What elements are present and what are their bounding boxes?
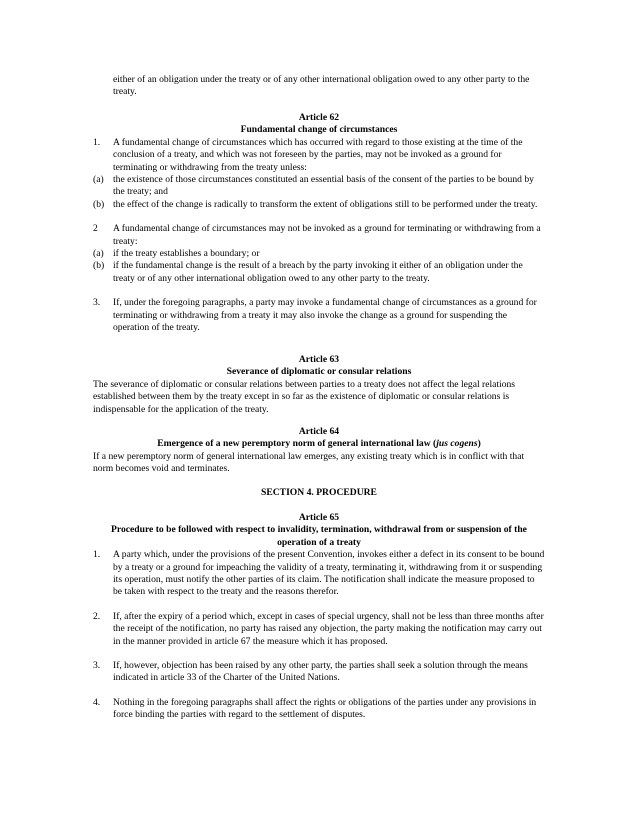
article-62-para-3 (93, 297, 545, 334)
para-text: if the fundamental change is the result of a breach by the party invoking it either of an obligation under the treaty or of any other international obligation owed to any other party to the treaty. (113, 260, 523, 284)
article-65-para-1 (93, 549, 545, 599)
article-64-text: If a new peremptory norm of general international law emerges, any existing treaty which is in conflict with that norm becomes void and terminates. (93, 450, 525, 475)
section-heading: SECTION 4. PROCEDURE (261, 487, 377, 498)
article-62-para-1a (93, 174, 545, 199)
para-number: 1. (93, 549, 101, 561)
article-65-para-3 (93, 660, 545, 685)
para-text: If, under the foregoing paragraphs, a party may invoke a fundamental change of circumstances as a ground for terminating or withdrawing from a treaty it may also invoke the change as a ground for suspending the operation of the treaty. (113, 297, 537, 334)
para-text: the existence of those circumstances constituted an essential basis of the consent of the parties to be bound by the treaty; and (113, 174, 534, 198)
section-4 (93, 487, 545, 499)
para-number: 4. (93, 696, 101, 708)
para-number: (a) (93, 174, 104, 186)
article-65-para-4 (93, 697, 545, 722)
article-63 (93, 354, 545, 416)
heading-italic-part: jus cogens (436, 438, 478, 450)
para-number: (b) (93, 260, 105, 272)
article-64 (93, 426, 545, 476)
para-number: 2 (93, 223, 98, 235)
para-text: the effect of the change is radically to transform the extent of obligations still to be performed under the treaty. (113, 198, 538, 210)
article-62-para-1 (93, 137, 545, 174)
para-text: A fundamental change of circumstances may not be invoked as a ground for terminating or withdrawing from a treaty: (113, 223, 541, 247)
article-64-heading (93, 438, 545, 450)
article-65-heading: Procedure to be followed with respect to invalidity, termination, withdrawal from or suspension of the operation of a treaty (111, 524, 527, 548)
article-63-heading: Severance of diplomatic or consular relations (226, 366, 412, 378)
para-text: A party which, under the provisions of the present Convention, invokes either a defect in its consent to be bound by a treaty or a ground for impeaching the validity of a treaty, terminating it, withdrawing from it or suspending its operation, must notify the other parties of its claim. The notification shall indicate the measure proposed to be taken with respect to the treaty and the reasons therefor. (113, 549, 545, 598)
para-number: (b) (93, 198, 105, 210)
para-text: Nothing in the foregoing paragraphs shall affect the rights or obligations of the parties under any provisions in force binding the parties with regard to the settlement of disputes. (113, 696, 537, 721)
heading-part: ) (477, 438, 481, 450)
article-65-para-2 (93, 611, 545, 648)
para-text: A fundamental change of circumstances which has occurred with regard to those existing at the time of the conclusion of a treaty, and which was not foreseen by the parties, may not be invoked as a ground for terminating or withdrawing from the treaty unless: (113, 136, 523, 173)
article-63-text: The severance of diplomatic or consular relations between parties to a treaty does not affect the legal relations established between them by the treaty except in so far as the existence of diplomatic or consular relations is indispensable for the application of the treaty. (93, 378, 516, 415)
para-text: if the treaty establishes a boundary; or (113, 248, 260, 260)
article-62-para-1b (93, 199, 545, 211)
article-65-title: Article 65 (298, 512, 340, 523)
article-62-para-2a (93, 248, 545, 260)
para-number: 3. (93, 297, 101, 309)
heading-part: Emergence of a new peremptory norm of general international law ( (157, 438, 437, 450)
article-62-para-2b (93, 260, 545, 285)
article-62-title: Article 62 (298, 112, 340, 123)
continuation-text: either of an obligation under the treaty or of any other international obligation owed to any other party to the treaty. (113, 74, 530, 98)
article-62-heading: Fundamental change of circumstances (240, 124, 398, 136)
para-number: 3. (93, 660, 101, 672)
para-number: 2. (93, 610, 101, 622)
para-number: 1. (93, 136, 101, 148)
para-text: If, however, objection has been raised by any other party, the parties shall seek a solution through the means indicated in article 33 of the Charter of the United Nations. (113, 660, 528, 684)
article-62-para-2 (93, 223, 545, 248)
article-63-title: Article 63 (298, 354, 340, 365)
para-text: If, after the expiry of a period which, except in cases of special urgency, shall not be less than three months after the receipt of the notification, no party has raised any objection, the party making the notification may carry out in the manner provided in article 67 the measure which it has proposed. (113, 610, 544, 647)
article-64-title: Article 64 (298, 426, 340, 437)
article-65 (93, 512, 545, 722)
para-number: (a) (93, 248, 104, 260)
article-62 (93, 112, 545, 335)
